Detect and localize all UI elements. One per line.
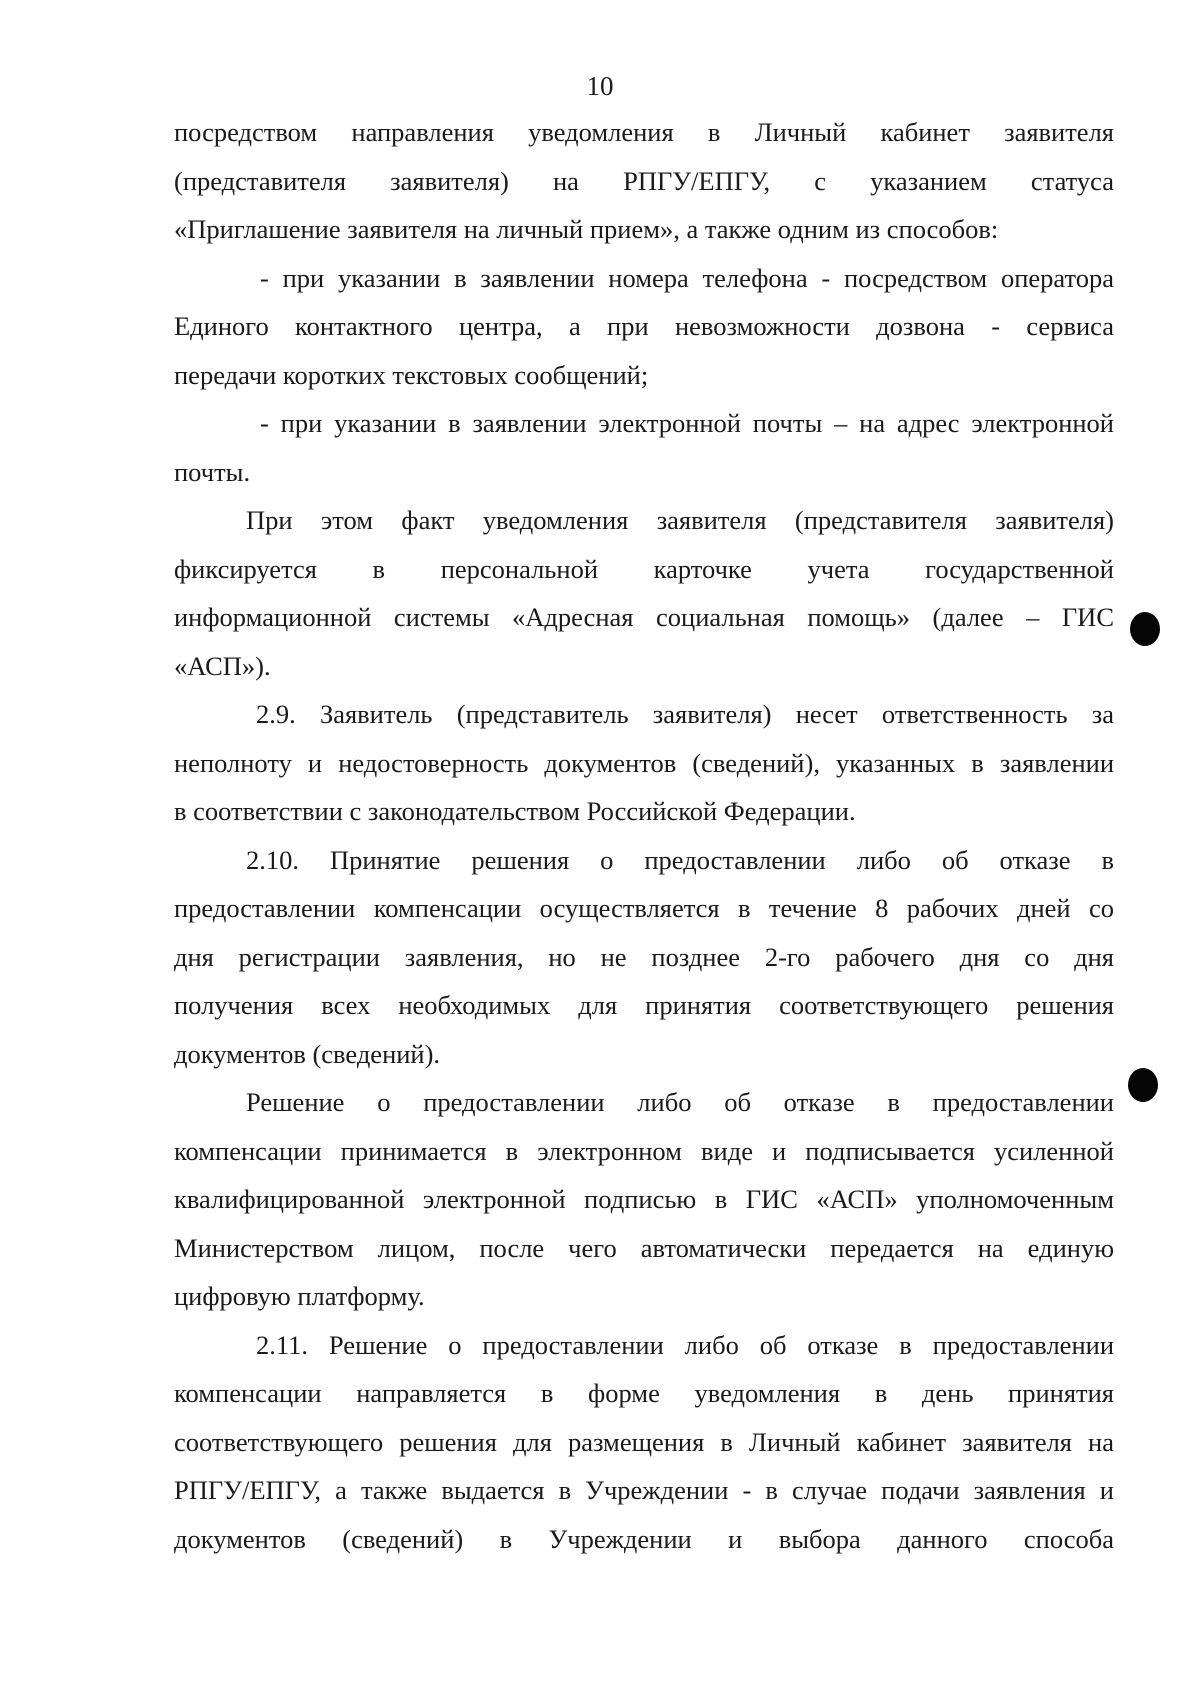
text-line: соответствующего решения для размещения в Личный кабинет заявителя на xyxy=(174,1426,1114,1457)
scan-hole-mark xyxy=(1128,1068,1158,1102)
document-body xyxy=(174,108,1114,1563)
text-line: Министерством лицом, после чего автоматически передается на единую xyxy=(174,1232,1114,1263)
text-line: - при указании в заявлении номера телефона - посредством оператора xyxy=(260,262,1114,293)
text-line: 2.9. Заявитель (представитель заявителя) несет ответственность за xyxy=(256,699,1114,729)
text-line: «Приглашение заявителя на личный прием», а также одним из способов: xyxy=(174,214,999,244)
text-line: Единого контактного центра, а при невозможности дозвона - сервиса xyxy=(174,311,1114,341)
text-line: РПГУ/ЕПГУ, а также выдается в Учреждении - в случае подачи заявления и xyxy=(174,1475,1114,1505)
text-line: фиксируется в персональной карточке учета государственной xyxy=(174,553,1114,584)
text-line: информационной системы «Адресная социальная помощь» (далее – ГИС xyxy=(174,602,1114,632)
text-line: документов (сведений) в Учреждении и выбора данного способа xyxy=(174,1523,1114,1554)
text-line: неполноту и недостоверность документов (сведений), указанных в заявлении xyxy=(174,747,1114,778)
text-line: посредством направления уведомления в Личный кабинет заявителя xyxy=(174,117,1114,147)
text-line: цифровую платформу. xyxy=(174,1281,425,1311)
text-line: компенсации направляется в форме уведомления в день принятия xyxy=(174,1378,1114,1408)
text-line: 2.11. Решение о предоставлении либо об отказе в предоставлении xyxy=(256,1329,1114,1360)
scan-hole-mark xyxy=(1130,612,1160,646)
text-line: предоставлении компенсации осуществляется в течение 8 рабочих дней со xyxy=(174,893,1114,923)
text-line: дня регистрации заявления, но не позднее 2-го рабочего дня со дня xyxy=(174,941,1114,972)
text-line: Решение о предоставлении либо об отказе в предоставлении xyxy=(246,1087,1114,1117)
text-line: передачи коротких текстовых сообщений; xyxy=(174,359,649,390)
text-line: 2.10. Принятие решения о предоставлении либо об отказе в xyxy=(246,844,1114,875)
text-line: квалифицированной электронной подписью в ГИС «АСП» уполномоченным xyxy=(174,1184,1114,1214)
text-line: «АСП»). xyxy=(174,650,271,681)
text-line: получения всех необходимых для принятия соответствующего решения xyxy=(174,990,1114,1020)
page-number: 10 xyxy=(586,71,614,101)
text-line: - при указании в заявлении электронной почты – на адрес электронной xyxy=(260,408,1114,438)
text-line: (представителя заявителя) на РПГУ/ЕПГУ, с указанием статуса xyxy=(174,165,1114,196)
text-line: в соответствии с законодательством Российской Федерации. xyxy=(174,796,856,826)
text-line: При этом факт уведомления заявителя (представителя заявителя) xyxy=(246,505,1114,535)
text-line: документов (сведений). xyxy=(174,1038,441,1069)
text-line: почты. xyxy=(174,456,251,487)
text-line: компенсации принимается в электронном виде и подписывается усиленной xyxy=(174,1135,1114,1166)
